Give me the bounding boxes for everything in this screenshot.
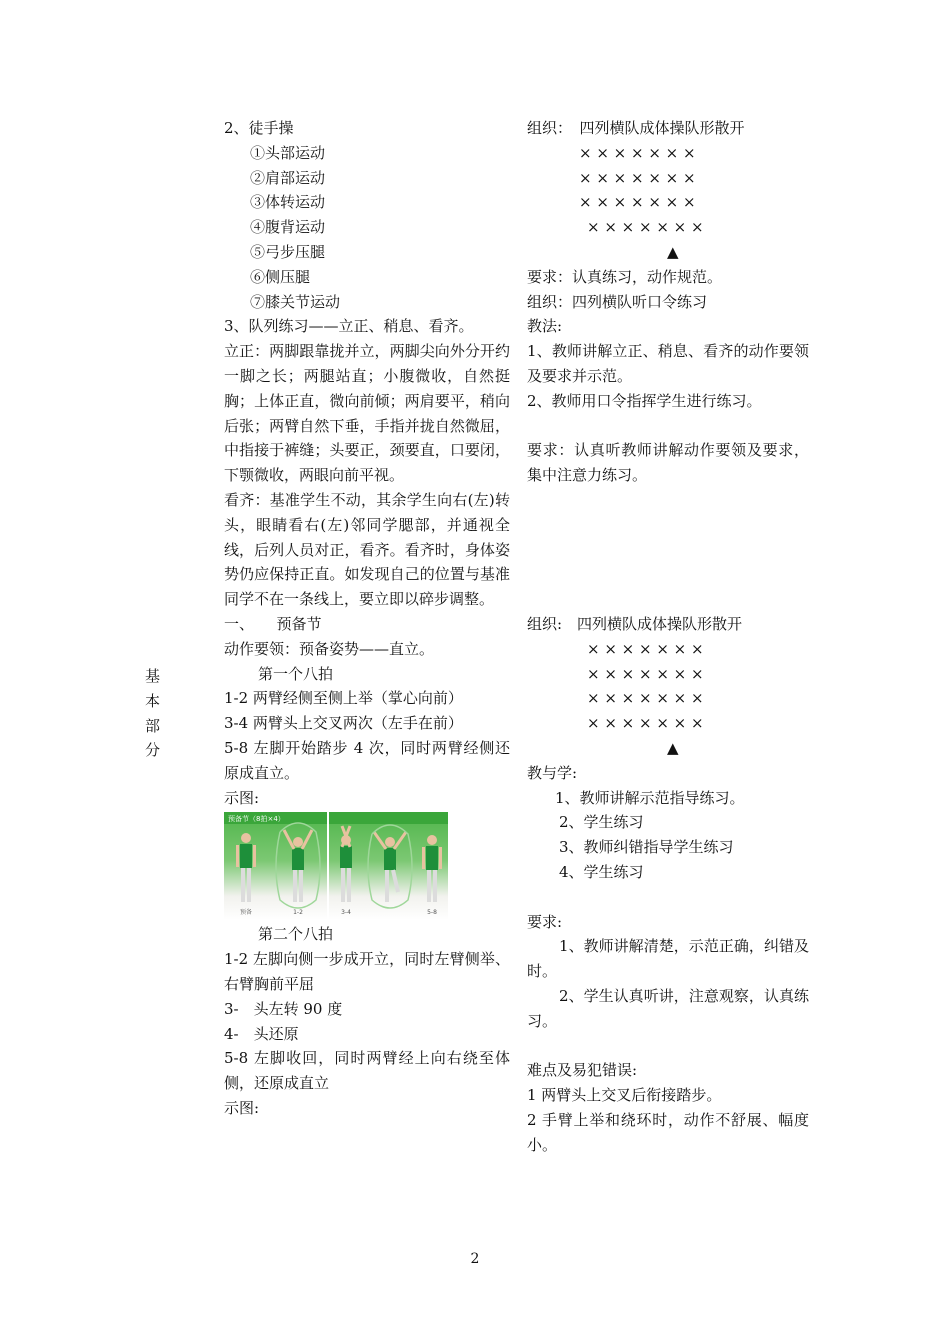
org-heading: 组织： 四列横队成体操队形散开 bbox=[527, 119, 745, 137]
figure-person-4 bbox=[368, 825, 412, 908]
formation-row: × × × × × × × bbox=[579, 193, 696, 212]
heading-drill: 3、队列练习——立正、稍息、看齐。 bbox=[224, 317, 474, 336]
paragraph-line: 1-2 两臂经侧至侧上举（掌心向前） bbox=[224, 689, 463, 708]
content-column bbox=[224, 116, 510, 1121]
figure-count-label: 5-8 bbox=[427, 909, 437, 917]
formation-row: × × × × × × × bbox=[587, 714, 704, 733]
requirement-heading: 要求: bbox=[527, 912, 563, 931]
section-label-char: 基 bbox=[145, 667, 161, 685]
difficulty-item: 2 手臂上举和绕环时，动作不舒展、幅度小。 bbox=[527, 1110, 809, 1154]
teach-learn-item: 3、教师纠错指导学生练习 bbox=[559, 838, 734, 857]
difficulty-heading: 难点及易犯错误: bbox=[527, 1061, 638, 1080]
figure-count-label: 1-2 bbox=[293, 909, 303, 917]
formation-row: × × × × × × × bbox=[587, 664, 704, 683]
paragraph-line: 5-8 左脚开始踏步 4 次，同时两臂经侧还原成直立。 bbox=[224, 738, 510, 782]
list-item: ①头部运动 bbox=[250, 143, 326, 162]
section-label-char: 本 bbox=[145, 691, 161, 710]
teacher-position-marker: ▲ bbox=[667, 242, 679, 261]
method-heading: 教法: bbox=[527, 317, 563, 336]
formation-row: × × × × × × × bbox=[579, 168, 696, 187]
list-item: ③体转运动 bbox=[250, 193, 326, 212]
org-heading: 组织: 四列横队成体操队形散开 bbox=[527, 614, 743, 633]
heading-free-exercise: 2、徒手操 bbox=[224, 119, 294, 137]
exercise-figure-image bbox=[224, 812, 448, 920]
figure-person-2 bbox=[276, 823, 320, 908]
paragraph-line: 1-2 左脚向侧一步成开立，同时左臂侧举、右臂胸前平屈 bbox=[224, 950, 510, 993]
figure-person-1 bbox=[236, 833, 256, 902]
formation-row: × × × × × × × bbox=[587, 689, 704, 708]
difficulty-item: 1 两臂头上交叉后衔接踏步。 bbox=[527, 1086, 722, 1105]
heading-prep-section: 一、 预备节 bbox=[224, 614, 322, 633]
paragraph-line: 3-4 两臂头上交叉两次（左手在前） bbox=[224, 714, 463, 733]
method-item: 2、教师用口令指挥学生进行练习。 bbox=[527, 391, 762, 410]
formation-row: × × × × × × × bbox=[587, 218, 704, 237]
formation-row: × × × × × × × bbox=[579, 143, 696, 162]
requirement-line: 要求：认真听教师讲解动作要领及要求，集中注意力练习。 bbox=[527, 441, 809, 485]
list-item: ⑥侧压腿 bbox=[250, 267, 311, 286]
paragraph-line: 动作要领：预备姿势——直立。 bbox=[224, 639, 435, 658]
section-label-char: 分 bbox=[145, 741, 161, 760]
list-item: ⑦膝关节运动 bbox=[250, 292, 341, 311]
teach-learn-item: 1、教师讲解示范指导练习。 bbox=[555, 788, 745, 807]
paragraph-line: 5-8 左脚收回，同时两臂经上向右绕至体侧，还原成直立 bbox=[224, 1049, 510, 1093]
list-item: ②肩部运动 bbox=[250, 168, 326, 187]
method-item: 1、教师讲解立正、稍息、看齐的动作要领及要求并示范。 bbox=[527, 342, 809, 385]
paragraph-dress-right: 看齐：基准学生不动，其余学生向右(左)转头，眼睛看右(左)邻同学腮部，并通视全线，后列人员对正，看齐。看齐时，身体姿势仍应保持正直。如发现自己的位置与基准同学不在一条线上，要立即以碎步调整。 bbox=[224, 490, 510, 609]
paragraph-attention: 立正：两脚跟靠拢并立，两脚尖向外分开约一脚之长；两腿站直；小腹微收，自然挺胸；上体正直，微向前倾；两肩要平，稍向后张；两臂自然下垂，手指并拢自然微屈，中指接于裤缝；头要正，颈要直，口要闭，下颚微收，两眼向前平视。 bbox=[224, 342, 510, 485]
exercise-figure-drawing bbox=[224, 812, 448, 920]
requirement-item: 2、学生认真听讲，注意观察，认真练习。 bbox=[527, 986, 809, 1030]
section-label-char: 部 bbox=[145, 716, 161, 735]
figure-label: 示图: bbox=[224, 1098, 260, 1117]
teacher-position-marker: ▲ bbox=[667, 738, 679, 757]
figure-caption-title: 预备节（8拍×4） bbox=[228, 815, 285, 824]
list-item: ④腹背运动 bbox=[250, 218, 326, 237]
figure-count-label: 3-4 bbox=[341, 909, 351, 917]
figure-person-3 bbox=[340, 826, 352, 902]
requirement-item: 1、教师讲解清楚，示范正确，纠错及时。 bbox=[527, 937, 809, 981]
figure-person-5 bbox=[422, 835, 442, 902]
paragraph-line: 4- 头还原 bbox=[224, 1024, 299, 1043]
section-label-column bbox=[145, 664, 169, 763]
teach-learn-item: 4、学生练习 bbox=[559, 862, 644, 881]
list-item: ⑤弓步压腿 bbox=[250, 242, 326, 261]
paragraph-line: 3- 头左转 90 度 bbox=[224, 999, 343, 1018]
teach-learn-heading: 教与学: bbox=[527, 763, 578, 782]
org-heading: 组织：四列横队听口令练习 bbox=[527, 292, 708, 311]
figure-label: 示图: bbox=[224, 788, 260, 807]
requirement-line: 要求：认真练习，动作规范。 bbox=[527, 267, 723, 286]
subheading-eight-count-1: 第一个八拍 bbox=[258, 664, 334, 683]
organization-column bbox=[527, 116, 809, 1157]
formation-row: × × × × × × × bbox=[587, 639, 704, 658]
teach-learn-item: 2、学生练习 bbox=[559, 813, 644, 832]
subheading-eight-count-2: 第二个八拍 bbox=[258, 925, 334, 944]
figure-count-label: 预备 bbox=[239, 909, 253, 917]
page-number: 2 bbox=[470, 1251, 480, 1267]
